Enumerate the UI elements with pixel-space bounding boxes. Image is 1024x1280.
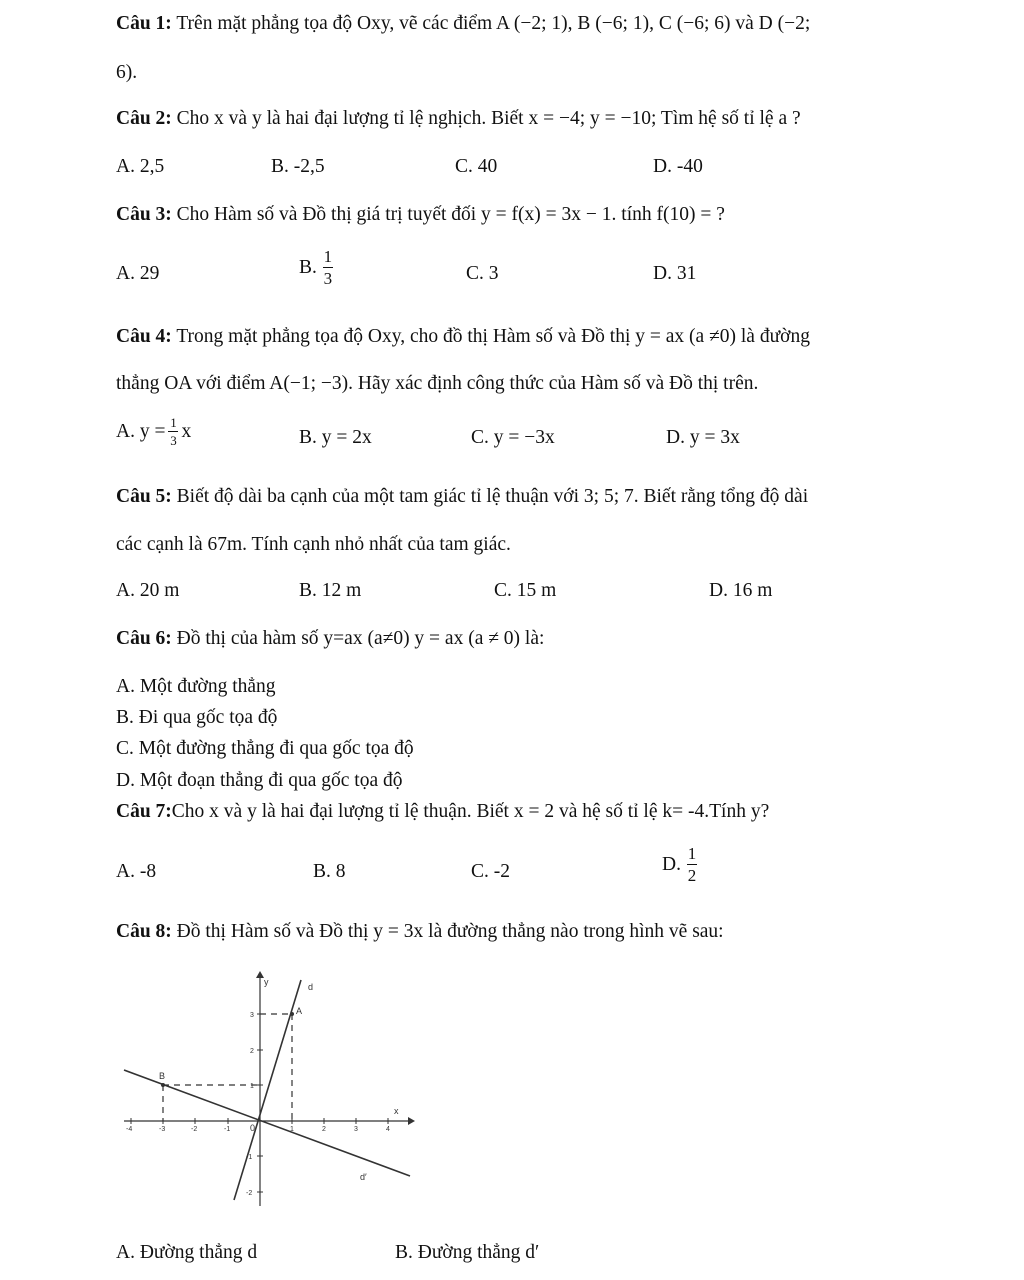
q6-option-a[interactable]: A. Một đường thẳng (116, 676, 276, 697)
q4-option-c[interactable]: C. y = −3x (471, 427, 555, 448)
q4-option-d[interactable]: D. y = 3x (666, 427, 740, 448)
question-2 (116, 107, 801, 131)
question-5-text: Biết độ dài ba cạnh của một tam giác tỉ lệ thuận với 3; 5; 7. Biết rằng tổng độ dài (171, 486, 809, 507)
question-5-label: Câu 5: (116, 486, 172, 507)
line-d-prime-label: d′ (360, 1172, 367, 1182)
x-tick-label: 2 (322, 1126, 326, 1133)
question-5 (116, 485, 808, 509)
q7-option-d[interactable] (662, 845, 697, 884)
coordinate-graph (118, 968, 418, 1213)
q4-option-a-suffix: x (181, 420, 192, 442)
line-d-prime (124, 1070, 410, 1176)
question-6-text: Đồ thị của hàm số y=ax (a≠0) y = ax (a ≠ 0) là: (171, 628, 545, 649)
y-tick-label: 1 (250, 1083, 254, 1090)
q7-option-a[interactable]: A. -8 (116, 861, 157, 882)
fraction-numerator: 1 (323, 247, 333, 266)
question-8 (116, 920, 724, 944)
q2-option-a[interactable]: A. 2,5 (116, 156, 165, 177)
q4-option-b[interactable]: B. y = 2x (299, 427, 372, 448)
question-8-label: Câu 8: (116, 921, 172, 942)
question-2-label: Câu 2: (116, 108, 172, 129)
question-1-label: Câu 1: (116, 13, 172, 34)
q4-option-a-fraction (168, 416, 178, 447)
question-2-text: Cho x và y là hai đại lượng tỉ lệ nghịch. Biết x = −4; y = −10; Tìm hệ số tỉ lệ a ? (171, 108, 801, 129)
y-tick-label: -1 (246, 1154, 253, 1161)
q5-option-c[interactable]: C. 15 m (494, 580, 557, 601)
question-4-continued: thẳng OA với điểm A(−1; −3). Hãy xác định công thức của Hàm số và Đồ thị trên. (116, 373, 759, 394)
x-tick-label: -1 (224, 1126, 231, 1133)
origin-label: 0 (250, 1123, 256, 1133)
point-a-label: A (296, 1006, 303, 1016)
q7-option-d-fraction (687, 845, 697, 884)
q5-option-d[interactable]: D. 16 m (709, 580, 773, 601)
q5-option-a[interactable]: A. 20 m (116, 580, 180, 601)
y-tick-label: 2 (250, 1048, 254, 1055)
x-tick-label: 3 (354, 1126, 358, 1133)
q7-option-c[interactable]: C. -2 (471, 861, 510, 882)
question-1-continued: 6). (116, 62, 138, 83)
q3-option-b[interactable] (299, 248, 333, 287)
y-tick-label: 3 (250, 1012, 254, 1019)
point-a-dot (290, 1012, 294, 1016)
q2-option-b[interactable]: B. -2,5 (271, 156, 325, 177)
question-5-continued: các cạnh là 67m. Tính cạnh nhỏ nhất của tam giác. (116, 534, 511, 555)
q2-option-d[interactable]: D. -40 (653, 156, 703, 177)
point-b-dot (161, 1083, 165, 1087)
x-tick-label: -2 (191, 1126, 198, 1133)
fraction-denominator: 2 (687, 866, 697, 885)
y-tick-label: -2 (246, 1190, 253, 1197)
q6-option-c[interactable]: C. Một đường thẳng đi qua gốc tọa độ (116, 738, 414, 759)
q8-option-a[interactable]: A. Đường thẳng d (116, 1242, 258, 1263)
line-d-label: d (308, 982, 314, 992)
question-7-text: Cho x và y là hai đại lượng tỉ lệ thuận. Biết x = 2 và hệ số tỉ lệ k= -4.Tính y? (171, 801, 770, 822)
q7-option-b[interactable]: B. 8 (313, 861, 346, 882)
question-4-label: Câu 4: (116, 326, 172, 347)
fraction-denominator: 3 (323, 269, 333, 288)
q5-option-b[interactable]: B. 12 m (299, 580, 362, 601)
q3-option-d[interactable]: D. 31 (653, 263, 697, 284)
question-1 (116, 12, 810, 36)
q3-option-c[interactable]: C. 3 (466, 263, 499, 284)
x-tick-label: 1 (290, 1126, 294, 1133)
question-1-text: Trên mặt phẳng tọa độ Oxy, vẽ các điểm A (−2; 1), B (−6; 1), C (−6; 6) và D (−2; (171, 13, 811, 34)
q8-option-b[interactable]: B. Đường thẳng d′ (395, 1242, 540, 1263)
question-6-label: Câu 6: (116, 628, 172, 649)
fraction-numerator: 1 (687, 844, 697, 863)
q3-option-a[interactable]: A. 29 (116, 263, 160, 284)
fraction-numerator: 1 (170, 415, 177, 430)
question-7-label: Câu 7: (116, 801, 172, 822)
question-4 (116, 325, 810, 349)
question-6 (116, 627, 544, 651)
q4-option-a-prefix: A. y = (116, 420, 166, 442)
question-3-label: Câu 3: (116, 204, 172, 225)
question-3-text: Cho Hàm số và Đồ thị giá trị tuyết đối y = f(x) = 3x − 1. tính f(10) = ? (171, 204, 725, 225)
x-axis-arrow (408, 1117, 415, 1125)
q4-option-a[interactable] (116, 416, 191, 447)
fraction-denominator: 3 (170, 433, 177, 448)
question-8-text: Đồ thị Hàm số và Đồ thị y = 3x là đường thẳng nào trong hình vẽ sau: (171, 921, 724, 942)
q7-option-d-prefix: D. (662, 853, 681, 875)
x-tick-label: 4 (386, 1126, 390, 1133)
y-axis-label: y (264, 977, 269, 987)
point-b-label: B (159, 1071, 166, 1081)
q6-option-d[interactable]: D. Một đoạn thẳng đi qua gốc tọa độ (116, 770, 403, 791)
x-axis-label: x (394, 1106, 399, 1116)
q2-option-c[interactable]: C. 40 (455, 156, 498, 177)
q6-option-b[interactable]: B. Đi qua gốc tọa độ (116, 707, 278, 728)
q3-option-b-prefix: B. (299, 256, 317, 278)
y-axis-arrow (256, 971, 264, 978)
q3-option-b-fraction (323, 248, 333, 287)
question-7 (116, 800, 769, 824)
question-4-text: Trong mặt phẳng tọa độ Oxy, cho đồ thị Hàm số và Đồ thị y = ax (a ≠0) là đường (171, 326, 810, 347)
x-tick-label: -4 (126, 1126, 133, 1133)
question-3 (116, 203, 725, 227)
x-tick-label: -3 (159, 1126, 166, 1133)
